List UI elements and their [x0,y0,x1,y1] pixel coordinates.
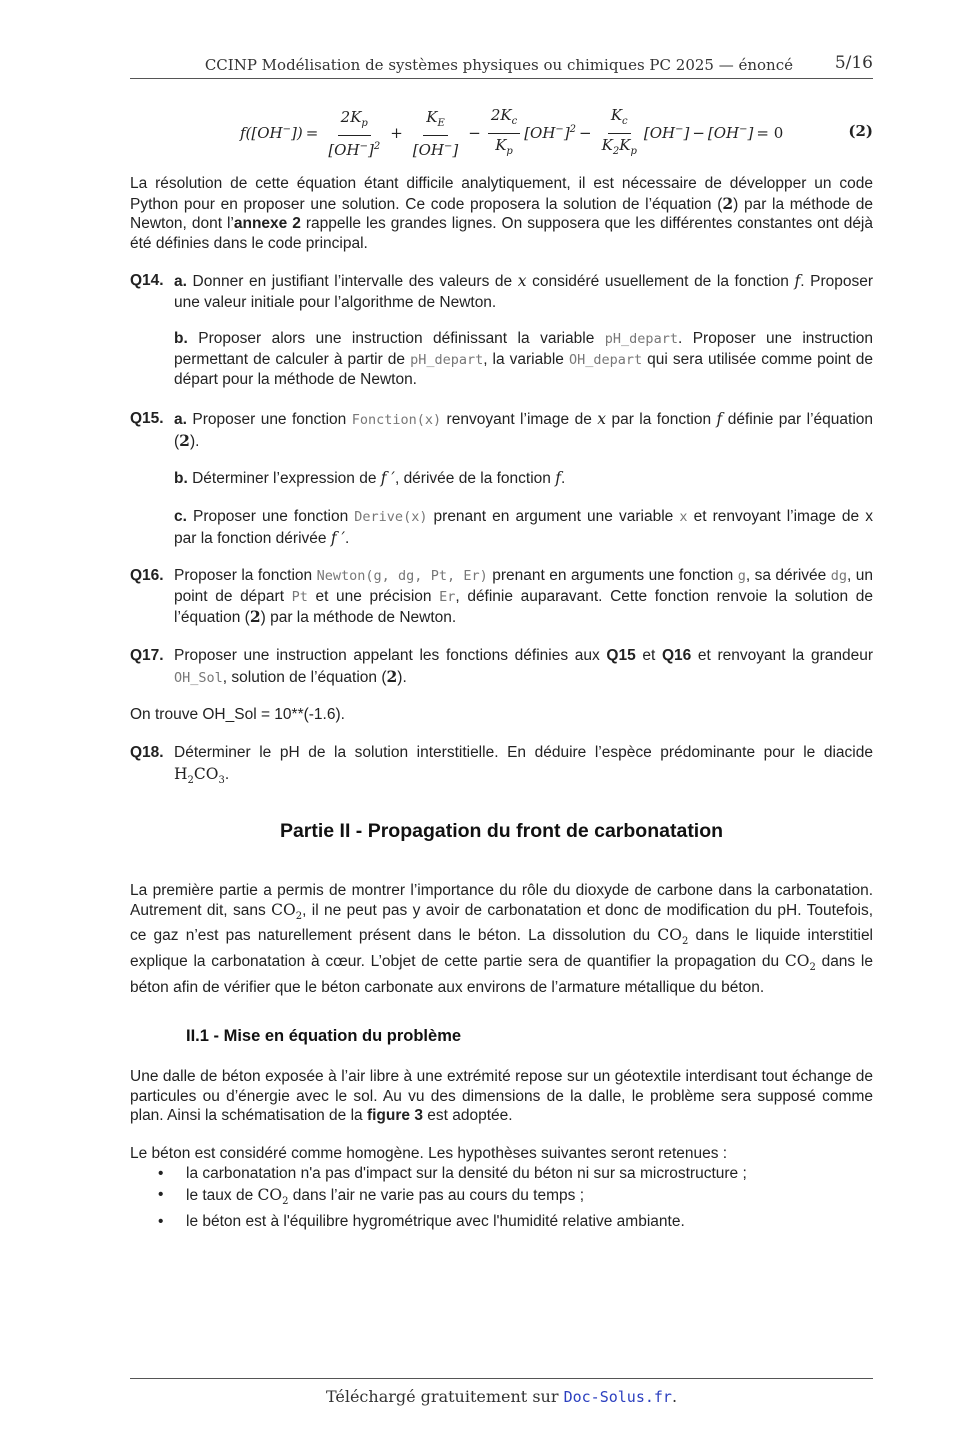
page-footer: Téléchargé gratuitement sur Doc-Solus.fr. [130,1378,873,1406]
q15b-text: b. Déterminer l’expression de f ′, dérivée de la fonction f. [174,469,566,487]
equation-2: f([OH−]) = $\frac{2K_p}{[OH^-]^2}$ + $\frac{K_E}{[OH^-]}$ − $\frac{2K_c}{K_p}$ $[OH^-]^2$ − $\frac{K_c}{K_2K_p}$ [OH−] − [OH−] = 0 (2) [240,105,873,159]
doc-solus-link[interactable]: Doc-Solus.fr [563,1388,672,1406]
equation-number: (2) [848,122,873,140]
hypotheses-list [130,1164,873,1233]
intro-paragraph: La résolution de cette équation étant difficile analytiquement, il est nécessaire de développer un code Python pour en proposer une solution. Ce code proposera la solution de l’équation (2) par la méthode de Newton, dont l’annexe 2 rappelle les grandes lignes. On supposera que les différentes constantes ont déjà été définies dans le code principal. [130,175,873,252]
section-paragraph-1: Une dalle de béton exposée à l’air libre à une extrémité repose sur un géotextile interdisant tout échange de particules ou d’énergie avec le sol. Au vu des dimensions de la dalle, le problème sera supposé comme plan. Ainsi la schématisation de la figure 3 est adoptée. [130,1068,873,1125]
footer-text: Téléchargé gratuitement sur [325,1387,559,1406]
equation-lhs: f([OH−]) [240,124,303,142]
part2-title: Partie II - Propagation du front de carbonatation [279,820,724,842]
q14-label: Q14. [130,272,164,289]
section-paragraph-2: Le béton est considéré comme homogène. Les hypothèses suivantes seront retenues : [130,1145,728,1162]
q18-text: Déterminer le pH de la solution interstitielle. En déduire l’espèce prédominante pour le diacide $H_2CO_3$. [174,744,873,786]
fraction-term-2: $\frac{K_E}{[OH^-]}$ [412,107,459,159]
fraction-term-4: $\frac{K_c}{K_2K_p}$ [601,105,637,157]
q18-label: Q18. [130,744,164,761]
result-line: On trouve OH_Sol = 10**(-1.6). [130,706,345,723]
header-title: CCINP Modélisation de systèmes physiques ou chimiques PC 2025 — énoncé [204,56,793,74]
section-title: II.1 - Mise en équation du problème [186,1027,462,1045]
q16-label: Q16. [130,567,164,584]
q14a-text: a. Donner en justifiant l’intervalle des valeurs de x considéré usuellement de la fonction f. Proposer une valeur initiale pour l’algorithme de Newton. [174,272,873,311]
q17-label: Q17. [130,647,164,664]
q15a-text: a. Proposer une fonction Fonction(x) renvoyant l’image de x par la fonction f définie par l’équation (2). [174,410,873,450]
list-item: • la carbonatation n'a pas d'impact sur la densité du béton ni sur sa microstructure ; [130,1164,873,1185]
page-header [130,53,873,79]
q15-label: Q15. [130,410,164,427]
fraction-term-1: $\frac{2K_p}{[OH^-]^2}$ [328,107,381,159]
q16-text: Proposer la fonction Newton(g, dg, Pt, Er) prenant en arguments une fonction g, sa dérivée dg, un point de départ Pt et une précision Er, définie auparavant. Cette fonction renvoie la solution de l’équation (2) par la méthode de Newton. [174,567,874,626]
fraction-term-3: $\frac{2K_c}{K_p}$ [488,106,520,161]
list-item: • le béton est à l'équilibre hygrométrique avec l'humidité relative ambiante. [130,1212,873,1233]
part2-intro: La première partie a permis de montrer l’importance du rôle du dioxyde de carbone dans la carbonatation. Autrement dit, sans $CO_2$, il ne peut pas y avoir de carbonatation et donc de modification du pH. Toutefois, ce gaz n’est pas naturellement présent dans le béton. La dissolution du $CO_2$ dans le liquide interstitiel explique la carbonatation à cœur. L’objet de cette partie sera de quantifier la propagation du $CO_2$ dans le béton afin de vérifier que le béton carbonate aux environs de l’armature métallique du béton. [130,882,874,996]
list-item: • le taux de $CO_2$ dans l’air ne varie pas au cours du temps ; [130,1185,873,1213]
q14b-text: b. Proposer alors une instruction définissant la variable pH_depart. Proposer une instruction permettant de calculer à partir de pH_depart, la variable OH_depart qui sera utilisée comme point de départ pour la méthode de Newton. [174,330,873,388]
page-number: 5/16 [834,53,873,73]
q17-text: Proposer une instruction appelant les fonctions définies aux Q15 et Q16 et renvoyant la grandeur OH_Sol, solution de l’équation (2). [174,647,873,686]
q15c-text: c. Proposer une fonction Derive(x) prenant en argument une variable x et renvoyant l’image de x par la fonction dérivée f ′. [174,508,873,547]
